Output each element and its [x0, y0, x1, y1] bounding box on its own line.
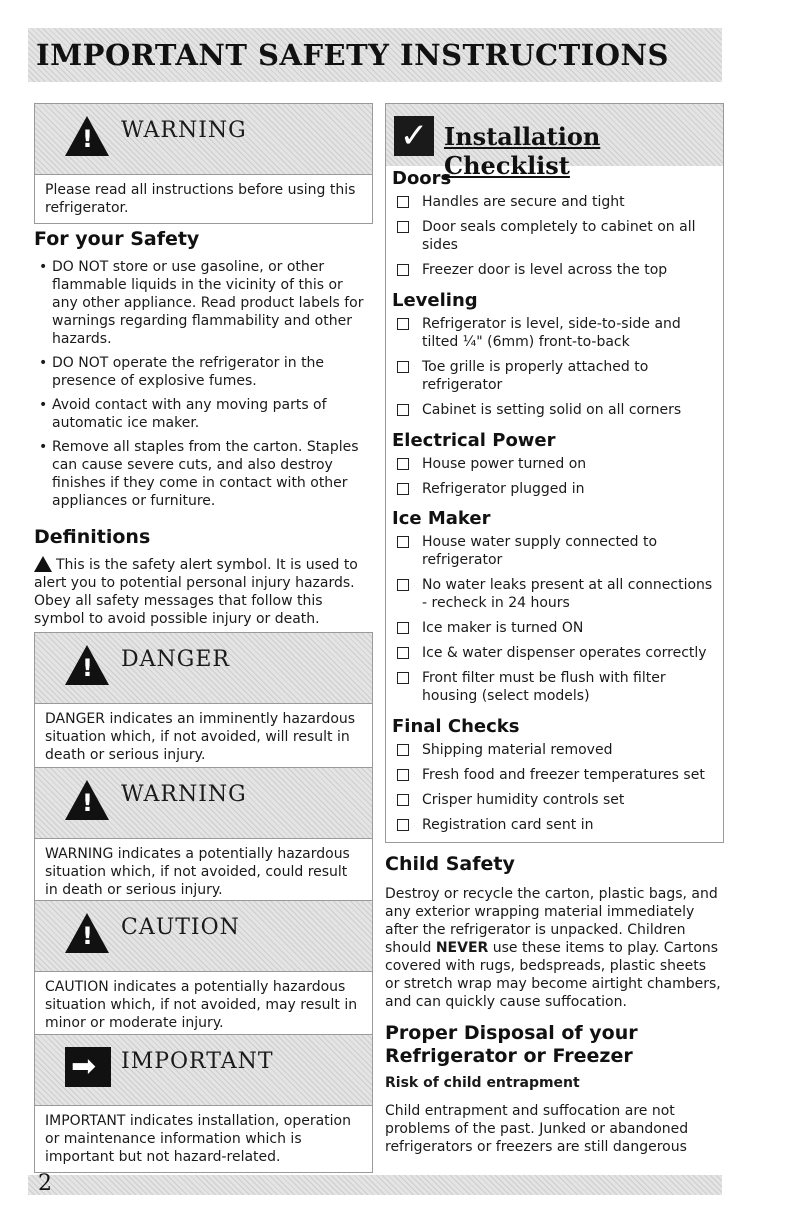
- checklist-group-leveling: [392, 290, 718, 426]
- list-item: • DO NOT operate the refrigerator in the presence of explosive fumes.: [34, 354, 372, 390]
- important-label: IMPORTANT: [121, 1049, 274, 1074]
- checklist-item[interactable]: [392, 218, 718, 254]
- warning-box: [34, 103, 373, 224]
- checklist-item-label: Door seals completely to cabinet on all sides: [422, 219, 696, 253]
- disposal-text: Child entrapment and suffocation are not problems of the past. Junked or abandoned refrigerators or freezers are still dangerous: [385, 1103, 689, 1155]
- checklist-item-label: Handles are secure and tight: [422, 194, 625, 210]
- checklist-item[interactable]: [392, 358, 718, 394]
- disposal-heading-line: Proper Disposal of your: [385, 1022, 638, 1044]
- checkbox-icon[interactable]: [397, 647, 409, 659]
- important-box: [34, 1034, 373, 1173]
- leveling-heading: Leveling: [392, 290, 478, 311]
- safety-alert-icon: [65, 116, 109, 156]
- checklist-item[interactable]: [392, 619, 718, 637]
- checklist-item[interactable]: [392, 533, 718, 569]
- checklist-item[interactable]: [392, 315, 718, 351]
- disposal-heading: [385, 1022, 638, 1068]
- child-safety-heading: Child Safety: [385, 853, 515, 875]
- safety-bullet-list: [34, 258, 372, 516]
- checklist-item-label: Crisper humidity controls set: [422, 792, 625, 808]
- warning-definition-label: WARNING: [121, 782, 247, 807]
- checklist-item-label: Cabinet is setting solid on all corners: [422, 402, 682, 418]
- checkbox-icon[interactable]: [397, 458, 409, 470]
- checklist-item[interactable]: [392, 816, 718, 834]
- safety-alert-icon: [65, 913, 109, 953]
- page-title: IMPORTANT SAFETY INSTRUCTIONS: [36, 38, 669, 72]
- danger-box-header: [35, 633, 372, 703]
- page-number: 2: [38, 1171, 52, 1196]
- checkbox-icon[interactable]: [397, 196, 409, 208]
- checklist-item-label: Fresh food and freezer temperatures set: [422, 767, 705, 783]
- checklist-item[interactable]: [392, 261, 718, 279]
- checkbox-icon[interactable]: [397, 536, 409, 548]
- checklist-item-label: No water leaks present at all connections - recheck in 24 hours: [422, 577, 713, 611]
- list-item: • Avoid contact with any moving parts of automatic ice maker.: [34, 396, 372, 432]
- disposal-heading-line: Refrigerator or Freezer: [385, 1045, 633, 1067]
- checkbox-icon[interactable]: [397, 672, 409, 684]
- checklist-item[interactable]: [392, 644, 718, 662]
- checklist-group-ice-maker: [392, 508, 718, 712]
- list-item: • Remove all staples from the carton. Staples can cause severe cuts, and also destroy finishes if they come in contact with other appliances or furniture.: [34, 438, 372, 510]
- disposal-subheading: Risk of child entrapment: [385, 1075, 580, 1091]
- never-emphasis: NEVER: [435, 940, 489, 956]
- final-checks-heading: Final Checks: [392, 716, 520, 737]
- checklist-item[interactable]: [392, 791, 718, 809]
- important-text: IMPORTANT indicates installation, operation or maintenance information which is important but not hazard-related.: [35, 1105, 372, 1172]
- doors-heading: Doors: [392, 168, 452, 189]
- checkbox-icon[interactable]: [397, 769, 409, 781]
- installation-checklist: [385, 103, 724, 843]
- danger-text: DANGER indicates an imminently hazardous situation which, if not avoided, will result in death or serious injury.: [35, 703, 372, 770]
- checklist-item-label: Refrigerator is level, side-to-side and tilted ¼" (6mm) front-to-back: [422, 316, 681, 350]
- warning-text: Please read all instructions before using this refrigerator.: [35, 174, 372, 223]
- title-bar: [28, 28, 722, 82]
- checklist-item[interactable]: [392, 766, 718, 784]
- checklist-item-label: Ice & water dispenser operates correctly: [422, 645, 707, 661]
- checklist-item-label: House water supply connected to refrigerator: [422, 534, 658, 568]
- caution-box: [34, 900, 373, 1039]
- warning-definition-text: WARNING indicates a potentially hazardous situation which, if not avoided, could result in death or serious injury.: [35, 838, 372, 905]
- for-your-safety-heading: For your Safety: [34, 228, 200, 250]
- checklist-item[interactable]: [392, 576, 718, 612]
- checklist-item-label: House power turned on: [422, 456, 587, 472]
- checklist-item-label: Shipping material removed: [422, 742, 613, 758]
- child-safety-text-part: Destroy or recycle the carton, plastic bags, and any exterior wrapping material immediately after the refrigerator is unpacked. Children should: [385, 886, 718, 956]
- checklist-item-label: Ice maker is turned ON: [422, 620, 584, 636]
- checkbox-icon[interactable]: [397, 819, 409, 831]
- checklist-item-label: Front filter must be flush with filter housing (select models): [422, 670, 666, 704]
- checklist-item[interactable]: [392, 480, 718, 498]
- checklist-item-label: Toe grille is properly attached to refrigerator: [422, 359, 649, 393]
- warning-box-header: [35, 104, 372, 174]
- caution-label: CAUTION: [121, 915, 240, 940]
- danger-box: [34, 632, 373, 771]
- checklist-item-label: Refrigerator plugged in: [422, 481, 585, 497]
- page-number-bar: [28, 1171, 722, 1196]
- checkbox-icon[interactable]: [397, 622, 409, 634]
- checkbox-icon[interactable]: [397, 318, 409, 330]
- warning-definition-box: [34, 767, 373, 906]
- caution-box-header: [35, 901, 372, 971]
- checkbox-icon[interactable]: [397, 361, 409, 373]
- electrical-heading: Electrical Power: [392, 430, 556, 451]
- checkbox-icon[interactable]: [397, 483, 409, 495]
- checklist-item-label: Freezer door is level across the top: [422, 262, 668, 278]
- important-box-header: [35, 1035, 372, 1105]
- arrow-right-icon: [65, 1047, 111, 1087]
- checkbox-icon[interactable]: [397, 404, 409, 416]
- checklist-title: Installation Checklist: [444, 122, 601, 180]
- caution-text: CAUTION indicates a potentially hazardous situation which, if not avoided, may result in minor or moderate injury.: [35, 971, 372, 1038]
- ice-maker-heading: Ice Maker: [392, 508, 491, 529]
- checklist-item[interactable]: [392, 401, 718, 419]
- checkbox-icon[interactable]: [397, 579, 409, 591]
- warning-definition-header: [35, 768, 372, 838]
- checkbox-icon[interactable]: [397, 221, 409, 233]
- checklist-item-label: Registration card sent in: [422, 817, 594, 833]
- checkmark-icon: ✓: [394, 116, 434, 156]
- child-safety-text: [385, 885, 723, 1011]
- checklist-item[interactable]: [392, 741, 718, 759]
- definitions-text: This is the safety alert symbol. It is used to alert you to potential personal injury hazards. Obey all safety messages that follow this symbol to avoid possible injury or death.: [34, 557, 358, 627]
- danger-label: DANGER: [121, 647, 230, 672]
- checklist-item[interactable]: [392, 669, 718, 705]
- child-safety-text-part: use these items to play. Cartons covered with rugs, bedspreads, plastic sheets or stretch wrap may become airtight chambers, and can quickly cause suffocation.: [385, 940, 721, 1010]
- checkbox-icon[interactable]: [397, 744, 409, 756]
- checklist-item[interactable]: [392, 455, 718, 473]
- warning-label: WARNING: [121, 118, 247, 143]
- list-item: • DO NOT store or use gasoline, or other flammable liquids in the vicinity of this or any other appliance. Read product labels for warnings regarding flammability and other hazards.: [34, 258, 372, 348]
- checklist-group-final: [392, 716, 718, 841]
- safety-alert-icon: [65, 780, 109, 820]
- checklist-group-electrical: [392, 430, 718, 505]
- definitions-heading: Definitions: [34, 526, 151, 548]
- checklist-item[interactable]: [392, 193, 718, 211]
- checkbox-icon[interactable]: [397, 264, 409, 276]
- checklist-group-doors: [392, 168, 718, 286]
- safety-alert-icon: [65, 645, 109, 685]
- checkbox-icon[interactable]: [397, 794, 409, 806]
